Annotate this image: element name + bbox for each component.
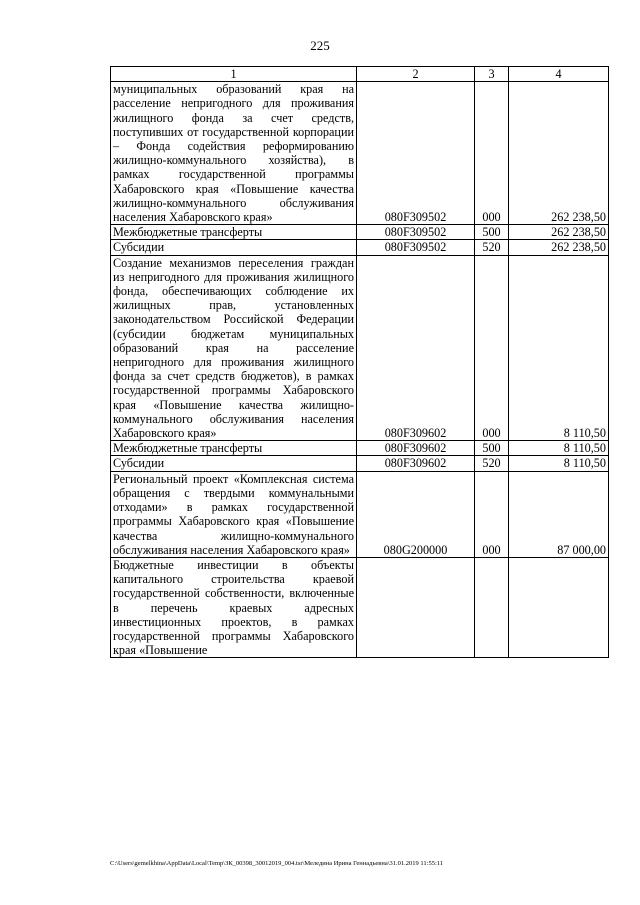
- header-col-4: 4: [509, 67, 609, 82]
- row-code: 080F309602: [357, 255, 475, 441]
- table-row: [111, 471, 609, 557]
- row-name: Межбюджетные трансферты: [111, 441, 357, 456]
- row-code: 080F309502: [357, 82, 475, 225]
- row-type: [475, 557, 509, 657]
- row-amount: 262 238,50: [509, 82, 609, 225]
- table-row: [111, 240, 609, 255]
- table-header-row: [111, 67, 609, 82]
- table-row: [111, 456, 609, 471]
- document-footer-path: C:\Users\gemelkhina\AppData\Local\Temp\ЗК_00398_30012019_004.tsr\Меледина Ирина Геннадьевна\31.01.2019 11:55:11: [110, 860, 444, 867]
- table-row: [111, 82, 609, 225]
- table-row: [111, 557, 609, 657]
- row-name: Субсидии: [111, 240, 357, 255]
- row-name: Субсидии: [111, 456, 357, 471]
- header-col-3: 3: [475, 67, 509, 82]
- row-type: 000: [475, 82, 509, 225]
- row-name: Создание механизмов переселения граждан из непригодного для проживания жилищного фонда, обеспечивающих соблюдение их жилищных прав, установленных законодательством Российской Федерации (субсидии бюджетам муниципальных образований края на расселение непригодного для проживания жилищного фонда за счет средств бюджетов), в рамках государственной программы Хабаровского края «Повышение качества жилищно-коммунального обслуживания населения Хабаровского края»: [111, 255, 357, 441]
- row-amount: 8 110,50: [509, 255, 609, 441]
- row-type: 000: [475, 255, 509, 441]
- row-name: Межбюджетные трансферты: [111, 225, 357, 240]
- row-name: Бюджетные инвестиции в объекты капитального строительства краевой государственной собственности, включенные в перечень краевых адресных инвестиционных проектов, в рамках государственной программы Хабаровского края «Повышение: [111, 557, 357, 657]
- row-name: Региональный проект «Комплексная система обращения с твердыми коммунальными отходами» в рамках государственной программы Хабаровского края «Повышение качества жилищно-коммунального обслуживания населения Хабаровского края»: [111, 471, 357, 557]
- row-type: 520: [475, 456, 509, 471]
- row-amount: 262 238,50: [509, 240, 609, 255]
- row-code: [357, 557, 475, 657]
- row-amount: 8 110,50: [509, 441, 609, 456]
- row-code: 080F309602: [357, 441, 475, 456]
- row-name: муниципальных образований края на расселение непригодного для проживания жилищного фонда за счет средств, поступивших от государственной корпорации – Фонда содействия реформированию жилищно-коммунального хозяйства), в рамках государственной программы Хабаровского края «Повышение качества жилищно-коммунального обслуживания населения Хабаровского края»: [111, 82, 357, 225]
- budget-table: [110, 66, 609, 658]
- row-type: 000: [475, 471, 509, 557]
- row-amount: 262 238,50: [509, 225, 609, 240]
- row-code: 080F309502: [357, 240, 475, 255]
- page-number: 225: [310, 38, 330, 53]
- row-type: 500: [475, 441, 509, 456]
- row-amount: 87 000,00: [509, 471, 609, 557]
- row-code: 080F309502: [357, 225, 475, 240]
- row-amount: [509, 557, 609, 657]
- row-code: 080G200000: [357, 471, 475, 557]
- table-row: [111, 225, 609, 240]
- header-col-2: 2: [357, 67, 475, 82]
- row-amount: 8 110,50: [509, 456, 609, 471]
- table-row: [111, 255, 609, 441]
- row-type: 520: [475, 240, 509, 255]
- row-code: 080F309602: [357, 456, 475, 471]
- header-col-1: 1: [111, 67, 357, 82]
- table-row: [111, 441, 609, 456]
- row-type: 500: [475, 225, 509, 240]
